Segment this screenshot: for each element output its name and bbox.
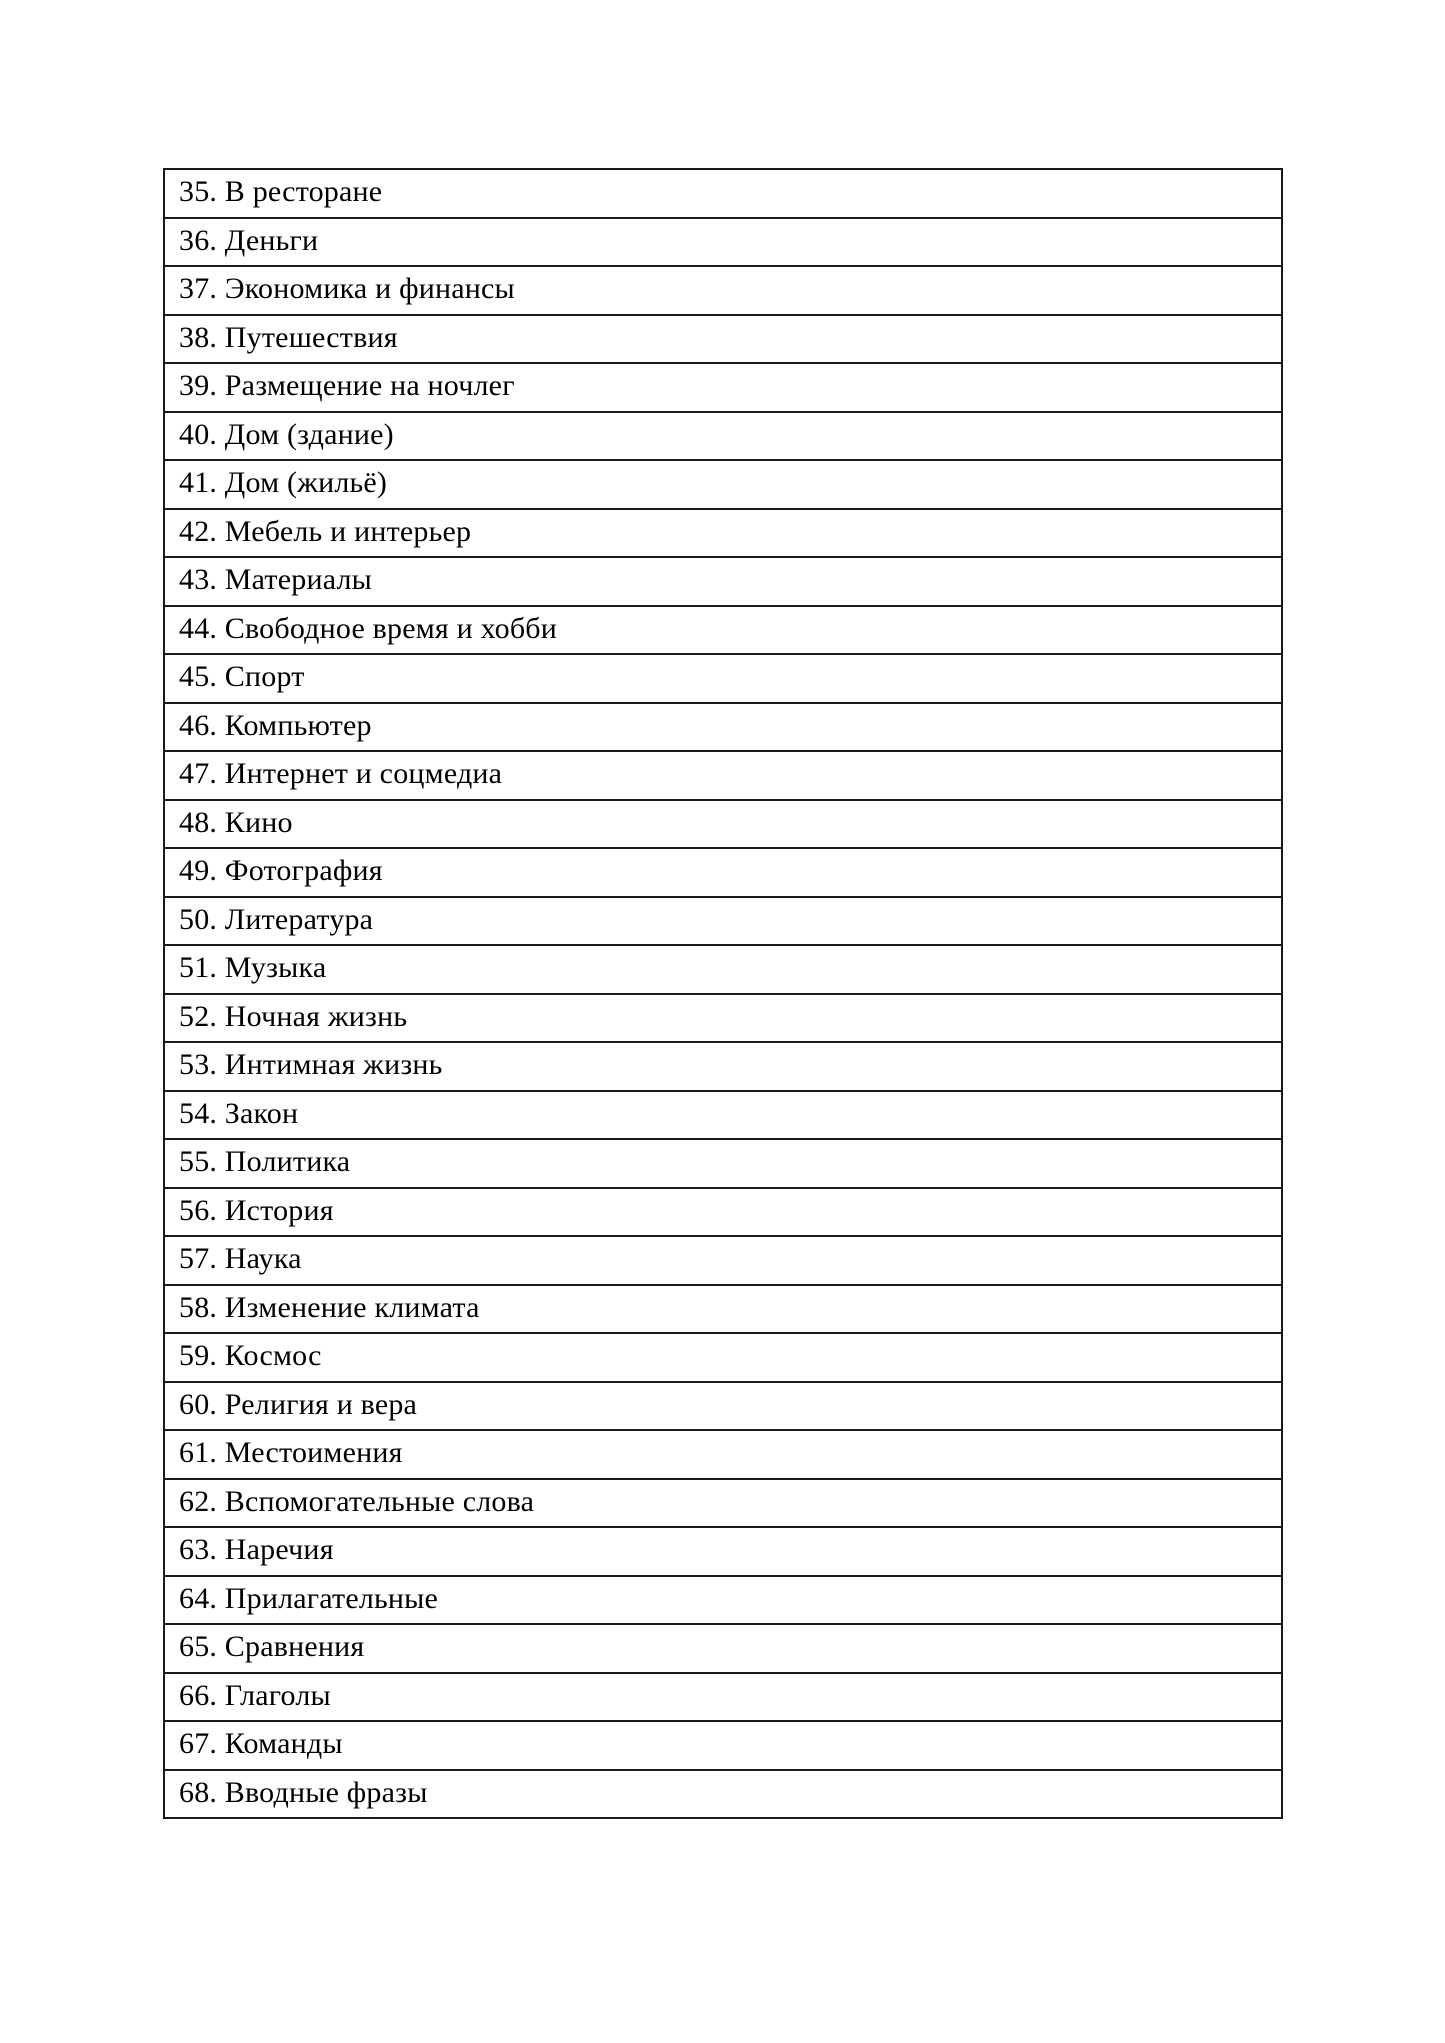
table-row bbox=[164, 1576, 1282, 1625]
toc-entry: 59. Космос bbox=[164, 1333, 1282, 1382]
table-row bbox=[164, 169, 1282, 218]
toc-entry: 62. Вспомогательные слова bbox=[164, 1479, 1282, 1528]
table-row bbox=[164, 751, 1282, 800]
table-row bbox=[164, 1721, 1282, 1770]
table-row bbox=[164, 1382, 1282, 1431]
toc-entry: 51. Музыка bbox=[164, 945, 1282, 994]
table-row bbox=[164, 654, 1282, 703]
table-row bbox=[164, 1479, 1282, 1528]
table-row bbox=[164, 1770, 1282, 1819]
toc-entry: 50. Литература bbox=[164, 897, 1282, 946]
toc-entry: 35. В ресторане bbox=[164, 169, 1282, 218]
toc-entry: 58. Изменение климата bbox=[164, 1285, 1282, 1334]
toc-entry: 57. Наука bbox=[164, 1236, 1282, 1285]
table-row bbox=[164, 460, 1282, 509]
toc-entry: 61. Местоимения bbox=[164, 1430, 1282, 1479]
toc-entry: 54. Закон bbox=[164, 1091, 1282, 1140]
table-row bbox=[164, 1673, 1282, 1722]
table-row bbox=[164, 1042, 1282, 1091]
table-row bbox=[164, 557, 1282, 606]
table-row bbox=[164, 1624, 1282, 1673]
table-row bbox=[164, 1285, 1282, 1334]
toc-entry: 40. Дом (здание) bbox=[164, 412, 1282, 461]
table-row bbox=[164, 412, 1282, 461]
toc-entry: 55. Политика bbox=[164, 1139, 1282, 1188]
table-row bbox=[164, 266, 1282, 315]
table-row bbox=[164, 945, 1282, 994]
table-row bbox=[164, 1091, 1282, 1140]
table-row bbox=[164, 800, 1282, 849]
toc-entry: 47. Интернет и соцмедиа bbox=[164, 751, 1282, 800]
table-row bbox=[164, 1188, 1282, 1237]
toc-entry: 63. Наречия bbox=[164, 1527, 1282, 1576]
toc-entry: 38. Путешествия bbox=[164, 315, 1282, 364]
toc-entry: 65. Сравнения bbox=[164, 1624, 1282, 1673]
table-row bbox=[164, 218, 1282, 267]
toc-entry: 53. Интимная жизнь bbox=[164, 1042, 1282, 1091]
toc-entry: 60. Религия и вера bbox=[164, 1382, 1282, 1431]
toc-entry: 42. Мебель и интерьер bbox=[164, 509, 1282, 558]
toc-entry: 52. Ночная жизнь bbox=[164, 994, 1282, 1043]
table-row bbox=[164, 509, 1282, 558]
table-row bbox=[164, 994, 1282, 1043]
toc-entry: 56. История bbox=[164, 1188, 1282, 1237]
table-of-contents bbox=[163, 168, 1283, 1819]
toc-entry: 49. Фотография bbox=[164, 848, 1282, 897]
toc-entry: 37. Экономика и финансы bbox=[164, 266, 1282, 315]
table-row bbox=[164, 606, 1282, 655]
toc-entry: 48. Кино bbox=[164, 800, 1282, 849]
toc-body bbox=[164, 169, 1282, 1818]
toc-entry: 39. Размещение на ночлег bbox=[164, 363, 1282, 412]
toc-entry: 68. Вводные фразы bbox=[164, 1770, 1282, 1819]
toc-entry: 46. Компьютер bbox=[164, 703, 1282, 752]
table-row bbox=[164, 1527, 1282, 1576]
toc-entry: 44. Свободное время и хобби bbox=[164, 606, 1282, 655]
table-row bbox=[164, 1333, 1282, 1382]
table-row bbox=[164, 363, 1282, 412]
toc-entry: 66. Глаголы bbox=[164, 1673, 1282, 1722]
toc-entry: 45. Спорт bbox=[164, 654, 1282, 703]
table-row bbox=[164, 897, 1282, 946]
table-row bbox=[164, 1139, 1282, 1188]
toc-entry: 64. Прилагательные bbox=[164, 1576, 1282, 1625]
toc-entry: 43. Материалы bbox=[164, 557, 1282, 606]
table-row bbox=[164, 1236, 1282, 1285]
table-row bbox=[164, 1430, 1282, 1479]
table-row bbox=[164, 848, 1282, 897]
toc-entry: 36. Деньги bbox=[164, 218, 1282, 267]
toc-entry: 67. Команды bbox=[164, 1721, 1282, 1770]
table-row bbox=[164, 703, 1282, 752]
table-row bbox=[164, 315, 1282, 364]
toc-entry: 41. Дом (жильё) bbox=[164, 460, 1282, 509]
